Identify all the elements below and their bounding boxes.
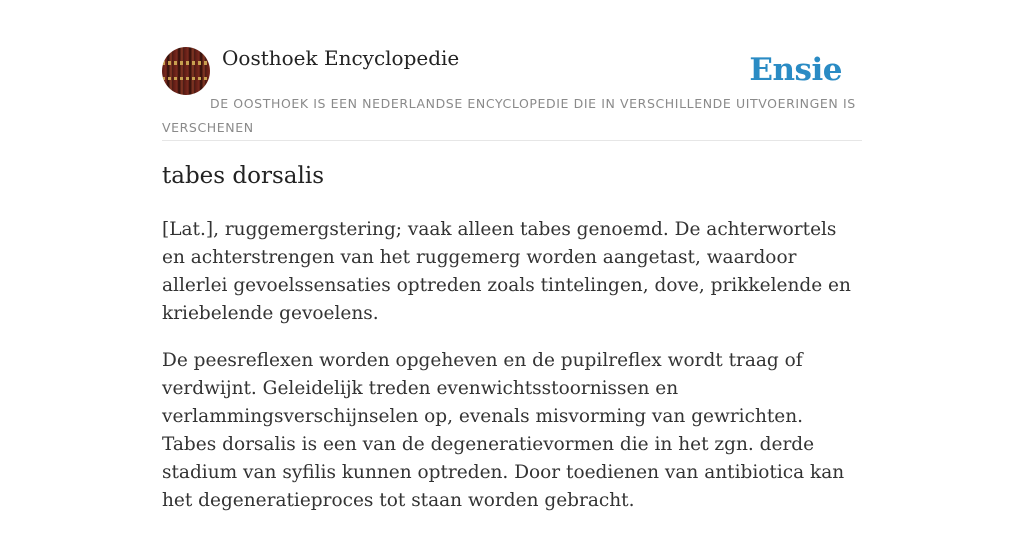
ensie-logo-link[interactable]: Ensie xyxy=(749,52,842,88)
article-title: tabes dorsalis xyxy=(162,163,324,189)
site-tagline: DE OOSTHOEK IS EEN NEDERLANDSE ENCYCLOPEDIE DIE IN VERSCHILLENDE UITVOERINGEN IS VERSCHENEN xyxy=(162,96,856,135)
article-paragraph-2: De peesreflexen worden opgeheven en de pupilreflex wordt traag of verdwijnt. Geleidelijk treden evenwichtsstoornissen en verlammingsverschijnselen op, evenals misvorming van gewrichten. Tabes dorsalis is een van de degeneratievormen die in het zgn. derde stadium van syfilis kunnen optreden. Door toedienen van antibiotica kan het degeneratieproces tot staan worden gebracht. xyxy=(162,350,845,511)
site-header xyxy=(162,0,862,141)
article-body xyxy=(162,216,862,534)
article-paragraph-1: [Lat.], ruggemergstering; vaak alleen tabes genoemd. De achterwortels en achterstrengen van het ruggemerg worden aangetast, waardoor allerlei gevoelssensaties optreden zoals tintelingen, dove, prikkelende en kriebelende gevoelens. xyxy=(162,219,851,324)
site-title[interactable]: Oosthoek Encyclopedie xyxy=(222,46,460,70)
encyclopedia-books-avatar[interactable] xyxy=(162,47,210,95)
page-container xyxy=(162,0,862,511)
